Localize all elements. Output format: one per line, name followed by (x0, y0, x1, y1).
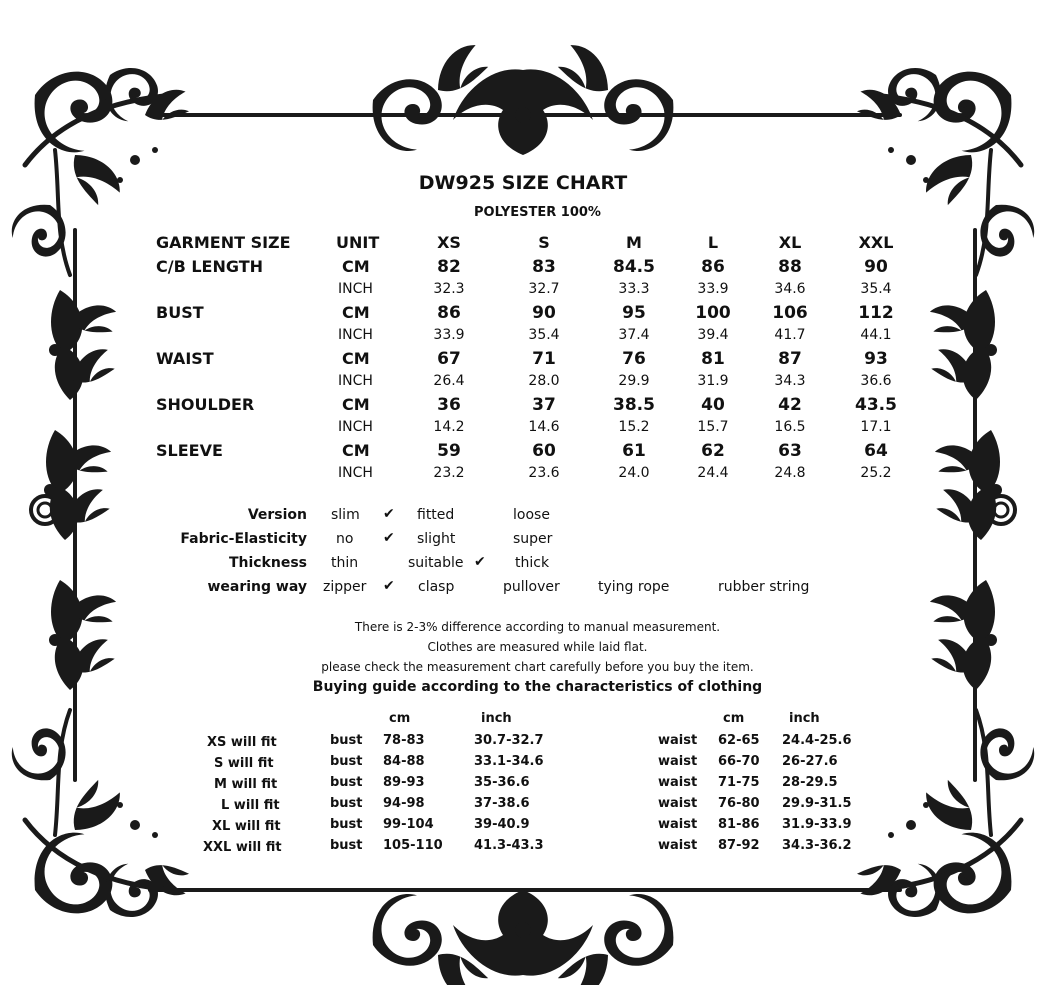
header-unit: UNIT (336, 233, 380, 252)
bust-inch-xl: 41.7 (774, 327, 806, 343)
attr-label-thickness: Thickness (228, 555, 307, 571)
unit-inch: INCH (338, 281, 373, 297)
header-garment-size: GARMENT SIZE (156, 233, 291, 252)
waist-inch-xl: 34.3 (774, 373, 806, 389)
shoulder-inch-m: 15.2 (618, 419, 650, 435)
check-mark-icon: ✔ (383, 578, 395, 594)
sleeve-cm-m: 61 (622, 441, 646, 461)
guide-waist-cm-xs: 62-65 (718, 733, 760, 748)
sleeve-cm-xl: 63 (778, 441, 802, 461)
guide-bust-inch-l: 37-38.6 (474, 796, 530, 811)
guide-waist-inch-l: 29.9-31.5 (782, 796, 852, 811)
thickness-option-thick: thick (515, 555, 550, 571)
cb-length-cm-m: 84.5 (613, 257, 655, 277)
elasticity-option-no: no (336, 531, 354, 547)
guide-fit-xxl: XXL will fit (203, 840, 282, 855)
guide-bust-label: bust (330, 796, 363, 811)
guide-waist-label: waist (658, 754, 698, 769)
guide-fit-m: M will fit (214, 777, 278, 792)
row-label-bust: BUST (156, 303, 204, 322)
shoulder-inch-l: 15.7 (697, 419, 729, 435)
page-title: DW925 SIZE CHART (418, 172, 628, 194)
unit-cm: CM (342, 257, 370, 276)
guide-waist-label: waist (658, 733, 698, 748)
guide-bust-inch-header: inch (481, 711, 512, 726)
waist-inch-m: 29.9 (618, 373, 650, 389)
guide-waist-cm-l: 76-80 (718, 796, 760, 811)
shoulder-inch-xl: 16.5 (774, 419, 806, 435)
guide-bust-cm-s: 84-88 (383, 754, 425, 769)
guide-waist-inch-header: inch (789, 711, 820, 726)
unit-inch: INCH (338, 327, 373, 343)
shoulder-inch-xs: 14.2 (433, 419, 465, 435)
guide-fit-l: L will fit (221, 798, 280, 813)
guide-waist-inch-xxl: 34.3-36.2 (782, 838, 852, 853)
elasticity-option-slight: slight (417, 531, 456, 547)
check-mark-icon: ✔ (474, 554, 486, 570)
bust-inch-xs: 33.9 (433, 327, 465, 343)
bust-cm-l: 100 (695, 303, 731, 323)
unit-inch: INCH (338, 465, 373, 481)
note-check-chart: please check the measurement chart carefully before you buy the item. (321, 660, 754, 674)
bust-cm-s: 90 (532, 303, 556, 323)
shoulder-cm-xxl: 43.5 (855, 395, 897, 415)
waist-inch-xxl: 36.6 (860, 373, 892, 389)
sleeve-inch-xxl: 25.2 (860, 465, 892, 481)
guide-bust-cm-xs: 78-83 (383, 733, 425, 748)
guide-bust-inch-xxl: 41.3-43.3 (474, 838, 544, 853)
guide-waist-cm-xl: 81-86 (718, 817, 760, 832)
row-label-cb-length: C/B LENGTH (156, 257, 264, 276)
guide-bust-cm-l: 94-98 (383, 796, 425, 811)
cb-length-cm-l: 86 (701, 257, 725, 277)
header-size-xl: XL (778, 233, 802, 252)
row-label-waist: WAIST (156, 349, 214, 368)
wearing-option-tying-rope: tying rope (598, 579, 670, 595)
header-size-xxl: XXL (858, 233, 894, 252)
cb-length-cm-xxl: 90 (864, 257, 888, 277)
guide-waist-inch-xs: 24.4-25.6 (782, 733, 852, 748)
attr-label-version: Version (247, 507, 307, 523)
guide-bust-cm-xxl: 105-110 (383, 838, 443, 853)
cb-length-inch-s: 32.7 (528, 281, 560, 297)
sleeve-inch-m: 24.0 (618, 465, 650, 481)
bust-inch-l: 39.4 (697, 327, 729, 343)
waist-cm-xs: 67 (437, 349, 461, 369)
cb-length-cm-xs: 82 (437, 257, 461, 277)
page-subtitle: POLYESTER 100% (474, 205, 601, 220)
check-mark-icon: ✔ (383, 530, 395, 546)
shoulder-inch-xxl: 17.1 (860, 419, 892, 435)
waist-cm-m: 76 (622, 349, 646, 369)
bust-inch-s: 35.4 (528, 327, 560, 343)
waist-cm-xxl: 93 (864, 349, 888, 369)
guide-waist-label: waist (658, 817, 698, 832)
version-option-fitted: fitted (417, 507, 455, 523)
buying-guide-title: Buying guide according to the characteristics of clothing (312, 679, 763, 695)
waist-cm-l: 81 (701, 349, 725, 369)
sleeve-cm-l: 62 (701, 441, 725, 461)
guide-waist-cm-xxl: 87-92 (718, 838, 760, 853)
cb-length-inch-m: 33.3 (618, 281, 650, 297)
waist-cm-s: 71 (532, 349, 556, 369)
thickness-option-thin: thin (331, 555, 359, 571)
guide-bust-inch-s: 33.1-34.6 (474, 754, 544, 769)
elasticity-option-super: super (513, 531, 553, 547)
header-size-m: M (626, 233, 642, 252)
header-size-l: L (707, 233, 719, 252)
guide-waist-cm-m: 71-75 (718, 775, 760, 790)
bust-cm-xs: 86 (437, 303, 461, 323)
version-option-slim: slim (331, 507, 360, 523)
shoulder-inch-s: 14.6 (528, 419, 560, 435)
guide-fit-xl: XL will fit (212, 819, 281, 834)
unit-cm: CM (342, 395, 370, 414)
guide-waist-inch-xl: 31.9-33.9 (782, 817, 852, 832)
version-option-loose: loose (513, 507, 550, 523)
sleeve-cm-xs: 59 (437, 441, 461, 461)
guide-fit-s: S will fit (214, 756, 274, 771)
guide-bust-label: bust (330, 733, 363, 748)
guide-bust-label: bust (330, 775, 363, 790)
bust-inch-m: 37.4 (618, 327, 650, 343)
shoulder-cm-xl: 42 (778, 395, 802, 415)
sleeve-inch-l: 24.4 (697, 465, 729, 481)
guide-waist-cm-header: cm (723, 711, 745, 726)
wearing-option-pullover: pullover (503, 579, 560, 595)
guide-bust-inch-xl: 39-40.9 (474, 817, 530, 832)
attr-label-wearing-way: wearing way (207, 579, 307, 595)
guide-bust-label: bust (330, 838, 363, 853)
guide-bust-label: bust (330, 817, 363, 832)
waist-inch-l: 31.9 (697, 373, 729, 389)
cb-length-inch-l: 33.9 (697, 281, 729, 297)
cb-length-inch-xs: 32.3 (433, 281, 465, 297)
waist-cm-xl: 87 (778, 349, 802, 369)
cb-length-inch-xxl: 35.4 (860, 281, 892, 297)
thickness-option-suitable: suitable (408, 555, 464, 571)
sleeve-cm-s: 60 (532, 441, 556, 461)
row-label-sleeve: SLEEVE (156, 441, 223, 460)
sleeve-inch-xs: 23.2 (433, 465, 465, 481)
sleeve-inch-s: 23.6 (528, 465, 560, 481)
cb-length-inch-xl: 34.6 (774, 281, 806, 297)
note-measurement-difference: There is 2-3% difference according to manual measurement. (354, 620, 721, 634)
shoulder-cm-s: 37 (532, 395, 556, 415)
sleeve-cm-xxl: 64 (864, 441, 888, 461)
shoulder-cm-l: 40 (701, 395, 725, 415)
guide-waist-label: waist (658, 796, 698, 811)
guide-waist-cm-s: 66-70 (718, 754, 760, 769)
wearing-option-rubber-string: rubber string (718, 579, 810, 595)
guide-bust-cm-m: 89-93 (383, 775, 425, 790)
unit-cm: CM (342, 441, 370, 460)
guide-bust-cm-header: cm (389, 711, 411, 726)
bust-cm-xxl: 112 (858, 303, 894, 323)
note-laid-flat: Clothes are measured while laid flat. (427, 640, 648, 654)
guide-bust-label: bust (330, 754, 363, 769)
header-size-xs: XS (437, 233, 461, 252)
cb-length-cm-xl: 88 (778, 257, 802, 277)
guide-fit-xs: XS will fit (207, 735, 277, 750)
bust-cm-m: 95 (622, 303, 646, 323)
guide-bust-cm-xl: 99-104 (383, 817, 434, 832)
check-mark-icon: ✔ (383, 506, 395, 522)
shoulder-cm-m: 38.5 (613, 395, 655, 415)
unit-inch: INCH (338, 419, 373, 435)
unit-inch: INCH (338, 373, 373, 389)
guide-bust-inch-m: 35-36.6 (474, 775, 530, 790)
wearing-option-clasp: clasp (418, 579, 455, 595)
unit-cm: CM (342, 349, 370, 368)
bust-cm-xl: 106 (772, 303, 808, 323)
unit-cm: CM (342, 303, 370, 322)
cb-length-cm-s: 83 (532, 257, 556, 277)
guide-waist-inch-s: 26-27.6 (782, 754, 838, 769)
row-label-shoulder: SHOULDER (156, 395, 255, 414)
waist-inch-s: 28.0 (528, 373, 560, 389)
guide-waist-label: waist (658, 775, 698, 790)
wearing-option-zipper: zipper (323, 579, 367, 595)
guide-waist-inch-m: 28-29.5 (782, 775, 838, 790)
guide-waist-label: waist (658, 838, 698, 853)
sleeve-inch-xl: 24.8 (774, 465, 806, 481)
guide-bust-inch-xs: 30.7-32.7 (474, 733, 544, 748)
attr-label-elasticity: Fabric-Elasticity (180, 531, 307, 547)
bust-inch-xxl: 44.1 (860, 327, 892, 343)
header-size-s: S (538, 233, 550, 252)
shoulder-cm-xs: 36 (437, 395, 461, 415)
waist-inch-xs: 26.4 (433, 373, 465, 389)
